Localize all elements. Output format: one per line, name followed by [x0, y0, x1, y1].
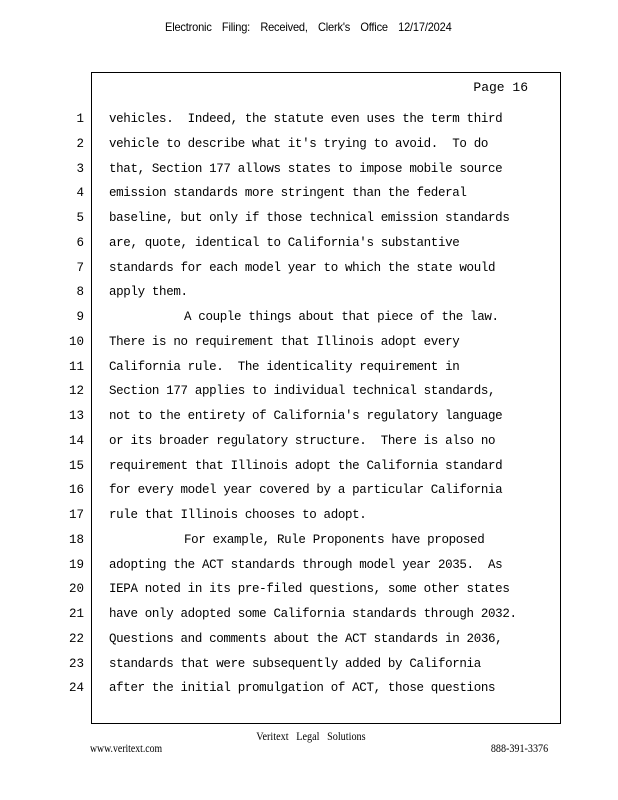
line-number: 16 [68, 483, 84, 498]
page-number: Page 16 [473, 80, 528, 95]
line-number: 21 [68, 607, 84, 621]
filing-stamp-header: Electronic Filing: Received, Clerk's Office 12/17/2024 [165, 20, 452, 34]
line-number: 12 [68, 384, 84, 399]
line-number: 8 [76, 285, 84, 300]
transcript-line: for every model year covered by a particular California [109, 483, 503, 498]
line-number: 14 [68, 433, 84, 448]
transcript-text [109, 110, 549, 704]
line-number: 5 [76, 211, 84, 225]
transcript-line: emission standards more stringent than the federal [109, 186, 467, 201]
transcript-line: vehicles. Indeed, the statute even uses the term third [109, 112, 503, 126]
line-number: 24 [68, 681, 84, 696]
transcript-line: after the initial promulgation of ACT, those questions [109, 681, 496, 696]
transcript-line: that, Section 177 allows states to impose mobile source [109, 161, 503, 176]
line-numbers-column [60, 110, 84, 704]
transcript-line: A couple things about that piece of the law. [184, 310, 499, 324]
line-number: 3 [76, 161, 84, 176]
line-number: 15 [68, 458, 84, 473]
transcript-line: not to the entirety of California's regulatory language [109, 409, 503, 423]
transcript-line: standards for each model year to which the state would [109, 260, 496, 275]
transcript-line: apply them. [109, 285, 188, 300]
transcript-line: requirement that Illinois adopt the California standard [109, 458, 503, 473]
line-number: 1 [76, 112, 84, 126]
transcript-line: vehicle to describe what it's trying to avoid. To do [109, 136, 489, 151]
line-number: 11 [68, 359, 84, 374]
footer-company: Veritext Legal Solutions [256, 729, 366, 743]
footer-phone: 888-391-3376 [490, 743, 548, 755]
transcript-line: Section 177 applies to individual technical standards, [109, 384, 496, 399]
transcript-line: Questions and comments about the ACT standards in 2036, [109, 631, 503, 646]
line-number: 2 [76, 136, 84, 151]
line-number: 18 [68, 532, 84, 547]
transcript-line: or its broader regulatory structure. There is also no [109, 433, 496, 448]
line-number: 10 [68, 334, 84, 349]
transcript-line: California rule. The identicality requirement in [109, 359, 460, 374]
transcript-line: There is no requirement that Illinois adopt every [109, 334, 460, 349]
transcript-line: rule that Illinois chooses to adopt. [109, 508, 367, 522]
line-number: 4 [76, 186, 84, 201]
transcript-line: are, quote, identical to California's substantive [109, 235, 460, 250]
line-number: 17 [68, 508, 84, 522]
line-number: 23 [68, 656, 84, 671]
transcript-line: standards that were subsequently added by California [109, 656, 481, 671]
line-number: 7 [76, 260, 84, 275]
transcript-line: have only adopted some California standards through 2032. [109, 607, 517, 621]
transcript-line: IEPA noted in its pre-filed questions, some other states [109, 582, 510, 597]
line-number: 22 [68, 631, 84, 646]
line-number: 9 [76, 310, 84, 324]
line-number: 19 [68, 557, 84, 572]
line-number: 20 [68, 582, 84, 597]
footer-website: www.veritext.com [90, 743, 163, 755]
transcript-line: For example, Rule Proponents have proposed [184, 532, 485, 547]
transcript-line: adopting the ACT standards through model year 2035. As [109, 557, 503, 572]
transcript-line: baseline, but only if those technical emission standards [109, 211, 510, 225]
line-number: 13 [68, 409, 84, 423]
line-number: 6 [76, 235, 84, 250]
